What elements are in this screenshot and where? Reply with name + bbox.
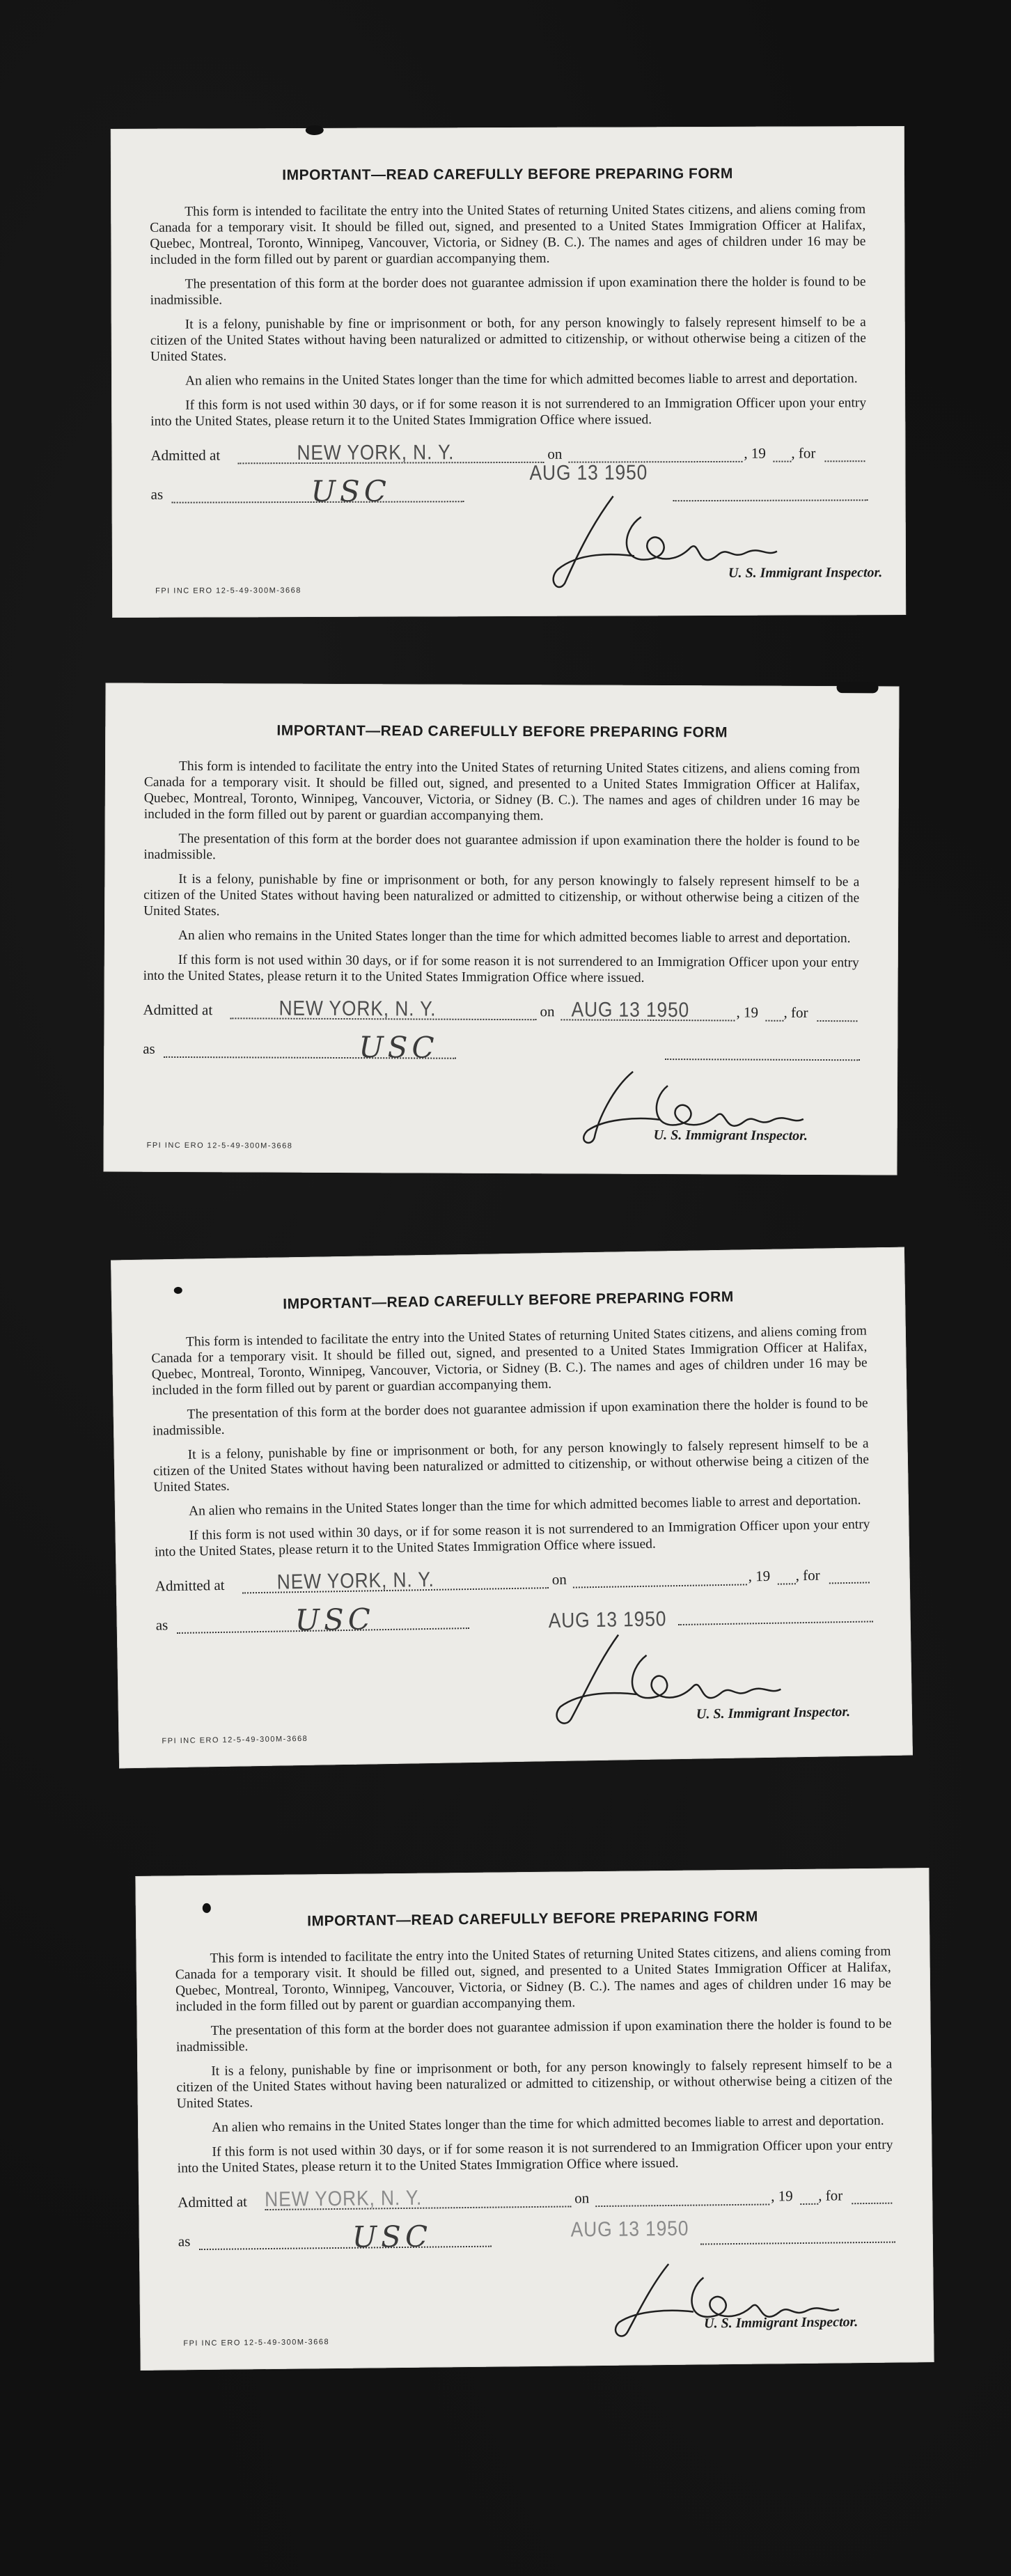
entry-form-card-4 (135, 1868, 934, 2371)
place-stamp: NEW YORK, N. Y. (297, 441, 455, 465)
form-heading: IMPORTANT—READ CAREFULLY BEFORE PREPARING FORM (307, 1908, 758, 1930)
paragraph-admission: The presentation of this form at the border does not guarantee admission if upon examination there the holder is found to be inadmissible. (152, 1396, 868, 1439)
paragraph-purpose: This form is intended to facilitate the entry into the United States of returning United States citizens, and aliens coming from Canada for a temporary visit. It should be filled out, signed, and presented to a United States Immigration Officer at Halifax, Quebec, Montreal, Toronto, Winnipeg, Vancouver, Victoria, or Sidney (B. C.). The names and ages of children under 16 may be included in the form filled out by parent or guardian accompanying them. (150, 202, 866, 267)
status-handwritten: USC (295, 1602, 375, 1638)
paragraph-admission: The presentation of this form at the border does not guarantee admission if upon examination there the holder is found to be inadmissible. (143, 831, 860, 863)
place-stamp: NEW YORK, N. Y. (265, 2186, 423, 2212)
form-footer-code: FPI INC ERO 12-5-49-300M-3668 (155, 586, 301, 595)
form-heading: IMPORTANT—READ CAREFULLY BEFORE PREPARING FORM (283, 1288, 734, 1313)
on-label: on (547, 445, 563, 462)
for-label: , for (795, 1566, 820, 1584)
date-stamp: AUG 13 1950 (529, 461, 648, 485)
as-row (178, 2218, 894, 2255)
inspector-title: U. S. Immigrant Inspector. (696, 1703, 851, 1722)
paragraph-purpose: This form is intended to facilitate the entry into the United States of returning United States citizens, and aliens coming from Canada for a temporary visit. It should be filled out, signed, and presented to a United States Immigration Officer at Halifax, Quebec, Montreal, Toronto, Winnipeg, Vancouver, Victoria, or Sidney (B. C.). The names and ages of children under 16 may be included in the form filled out by parent or guardian accompanying them. (143, 758, 861, 824)
form-heading: IMPORTANT—READ CAREFULLY BEFORE PREPARING FORM (282, 165, 733, 184)
for-label: , for (791, 444, 816, 462)
paragraph-return: If this form is not used within 30 days, or if for some reason it is not surrendered to an Immigration Officer upon your entry into the United States, please return it to the United States Immigration Office where issued. (154, 1517, 870, 1560)
paragraph-admission: The presentation of this form at the border does not guarantee admission if upon examination there the holder is found to be inadmissible. (175, 2016, 892, 2055)
on-label: on (551, 1570, 567, 1588)
for-label: , for (818, 2187, 843, 2204)
entry-form-card-1 (111, 126, 906, 618)
form-footer-code: FPI INC ERO 12-5-49-300M-3668 (162, 1734, 308, 1746)
paragraph-alien: An alien who remains in the United States longer than the time for which admitted becomes liable to arrest and deportation. (185, 371, 858, 389)
admitted-row (150, 437, 866, 469)
admitted-label: Admitted at (178, 2193, 248, 2211)
admitted-label: Admitted at (143, 1001, 213, 1019)
inspector-title: U. S. Immigrant Inspector. (728, 565, 883, 581)
date-stamp: AUG 13 1950 (548, 1607, 667, 1633)
year-label: , 19 (744, 444, 766, 462)
entry-form-card-3 (111, 1247, 913, 1769)
admitted-row (178, 2179, 893, 2216)
paragraph-purpose: This form is intended to facilitate the entry into the United States of returning United States citizens, and aliens coming from Canada for a temporary visit. It should be filled out, signed, and presented to a United States Immigration Officer at Halifax, Quebec, Montreal, Toronto, Winnipeg, Vancouver, Victoria, or Sidney (B. C.). The names and ages of children under 16 may be included in the form filled out by parent or guardian accompanying them. (151, 1323, 868, 1398)
for-label: , for (783, 1004, 808, 1021)
paragraph-return: If this form is not used within 30 days, or if for some reason it is not surrendered to an Immigration Officer upon your entry into the United States, please return it to the United States Immigration Office where issued. (150, 396, 867, 429)
inspector-title: U. S. Immigrant Inspector. (653, 1127, 808, 1143)
paragraph-return: If this form is not used within 30 days, or if for some reason it is not surrendered to an Immigration Officer upon your entry into the United States, please return it to the United States Immigration Office where issued. (143, 952, 859, 985)
entry-form-card-2 (103, 683, 899, 1176)
form-footer-code: FPI INC ERO 12-5-49-300M-3668 (183, 2338, 330, 2348)
status-handwritten: USC (352, 2219, 432, 2254)
paragraph-admission: The presentation of this form at the border does not guarantee admission if upon examination there the holder is found to be inadmissible. (150, 274, 866, 308)
place-stamp: NEW YORK, N. Y. (279, 997, 437, 1021)
paragraph-felony: It is a felony, punishable by fine or imprisonment or both, for any person knowingly to falsely represent himself to be a citizen of the United States without having been naturalized or admitted to citizenship, or without otherwise being a citizen of the United States. (143, 871, 860, 919)
admitted-label: Admitted at (150, 446, 221, 464)
place-stamp: NEW YORK, N. Y. (276, 1568, 434, 1594)
paragraph-return: If this form is not used within 30 days, or if for some reason it is not surrendered to an Immigration Officer upon your entry into the United States, please return it to the United States Immigration Office where issued. (177, 2137, 893, 2176)
inspector-title: U. S. Immigrant Inspector. (703, 2314, 859, 2332)
as-label: as (155, 1616, 168, 1634)
form-footer-code: FPI INC ERO 12-5-49-300M-3668 (146, 1141, 293, 1150)
date-stamp: AUG 13 1950 (571, 998, 690, 1022)
on-label: on (540, 1003, 555, 1020)
paragraph-purpose: This form is intended to facilitate the entry into the United States of returning United States citizens, and aliens coming from Canada for a temporary visit. It should be filled out, signed, and presented to a United States Immigration Officer at Halifax, Quebec, Montreal, Toronto, Winnipeg, Vancouver, Victoria, or Sidney (B. C.). The names and ages of children under 16 may be included in the form filled out by parent or guardian accompanying them. (175, 1944, 892, 2015)
as-row (143, 1030, 859, 1065)
form-heading: IMPORTANT—READ CAREFULLY BEFORE PREPARING FORM (276, 722, 728, 741)
admitted-row (155, 1558, 871, 1599)
paragraph-felony: It is a felony, punishable by fine or imprisonment or both, for any person knowingly to falsely represent himself to be a citizen of the United States without having been naturalized or admitted to citizenship, or without otherwise being a citizen of the United States. (152, 1436, 870, 1495)
paragraph-felony: It is a felony, punishable by fine or imprisonment or both, for any person knowingly to falsely represent himself to be a citizen of the United States without having been naturalized or admitted to citizenship, or without otherwise being a citizen of the United States. (150, 315, 866, 364)
status-handwritten: USC (359, 1030, 439, 1065)
status-handwritten: USC (311, 474, 391, 508)
admitted-label: Admitted at (155, 1576, 225, 1595)
paragraph-alien: An alien who remains in the United States longer than the time for which admitted becomes liable to arrest and deportation. (188, 1492, 861, 1519)
date-stamp: AUG 13 1950 (570, 2217, 689, 2242)
year-label: , 19 (736, 1004, 759, 1021)
as-label: as (178, 2233, 191, 2250)
year-label: , 19 (748, 1567, 771, 1585)
paragraph-felony: It is a felony, punishable by fine or imprisonment or both, for any person knowingly to falsely represent himself to be a citizen of the United States without having been naturalized or admitted to citizenship, or without otherwise being a citizen of the United States. (176, 2056, 893, 2111)
as-label: as (150, 485, 164, 503)
paragraph-alien: An alien who remains in the United States longer than the time for which admitted becomes liable to arrest and deportation. (211, 2113, 884, 2135)
admitted-row (143, 994, 859, 1026)
as-label: as (143, 1040, 155, 1057)
on-label: on (574, 2189, 590, 2207)
year-label: , 19 (771, 2187, 793, 2205)
paragraph-alien: An alien who remains in the United States longer than the time for which admitted becomes liable to arrest and deportation. (178, 928, 851, 946)
